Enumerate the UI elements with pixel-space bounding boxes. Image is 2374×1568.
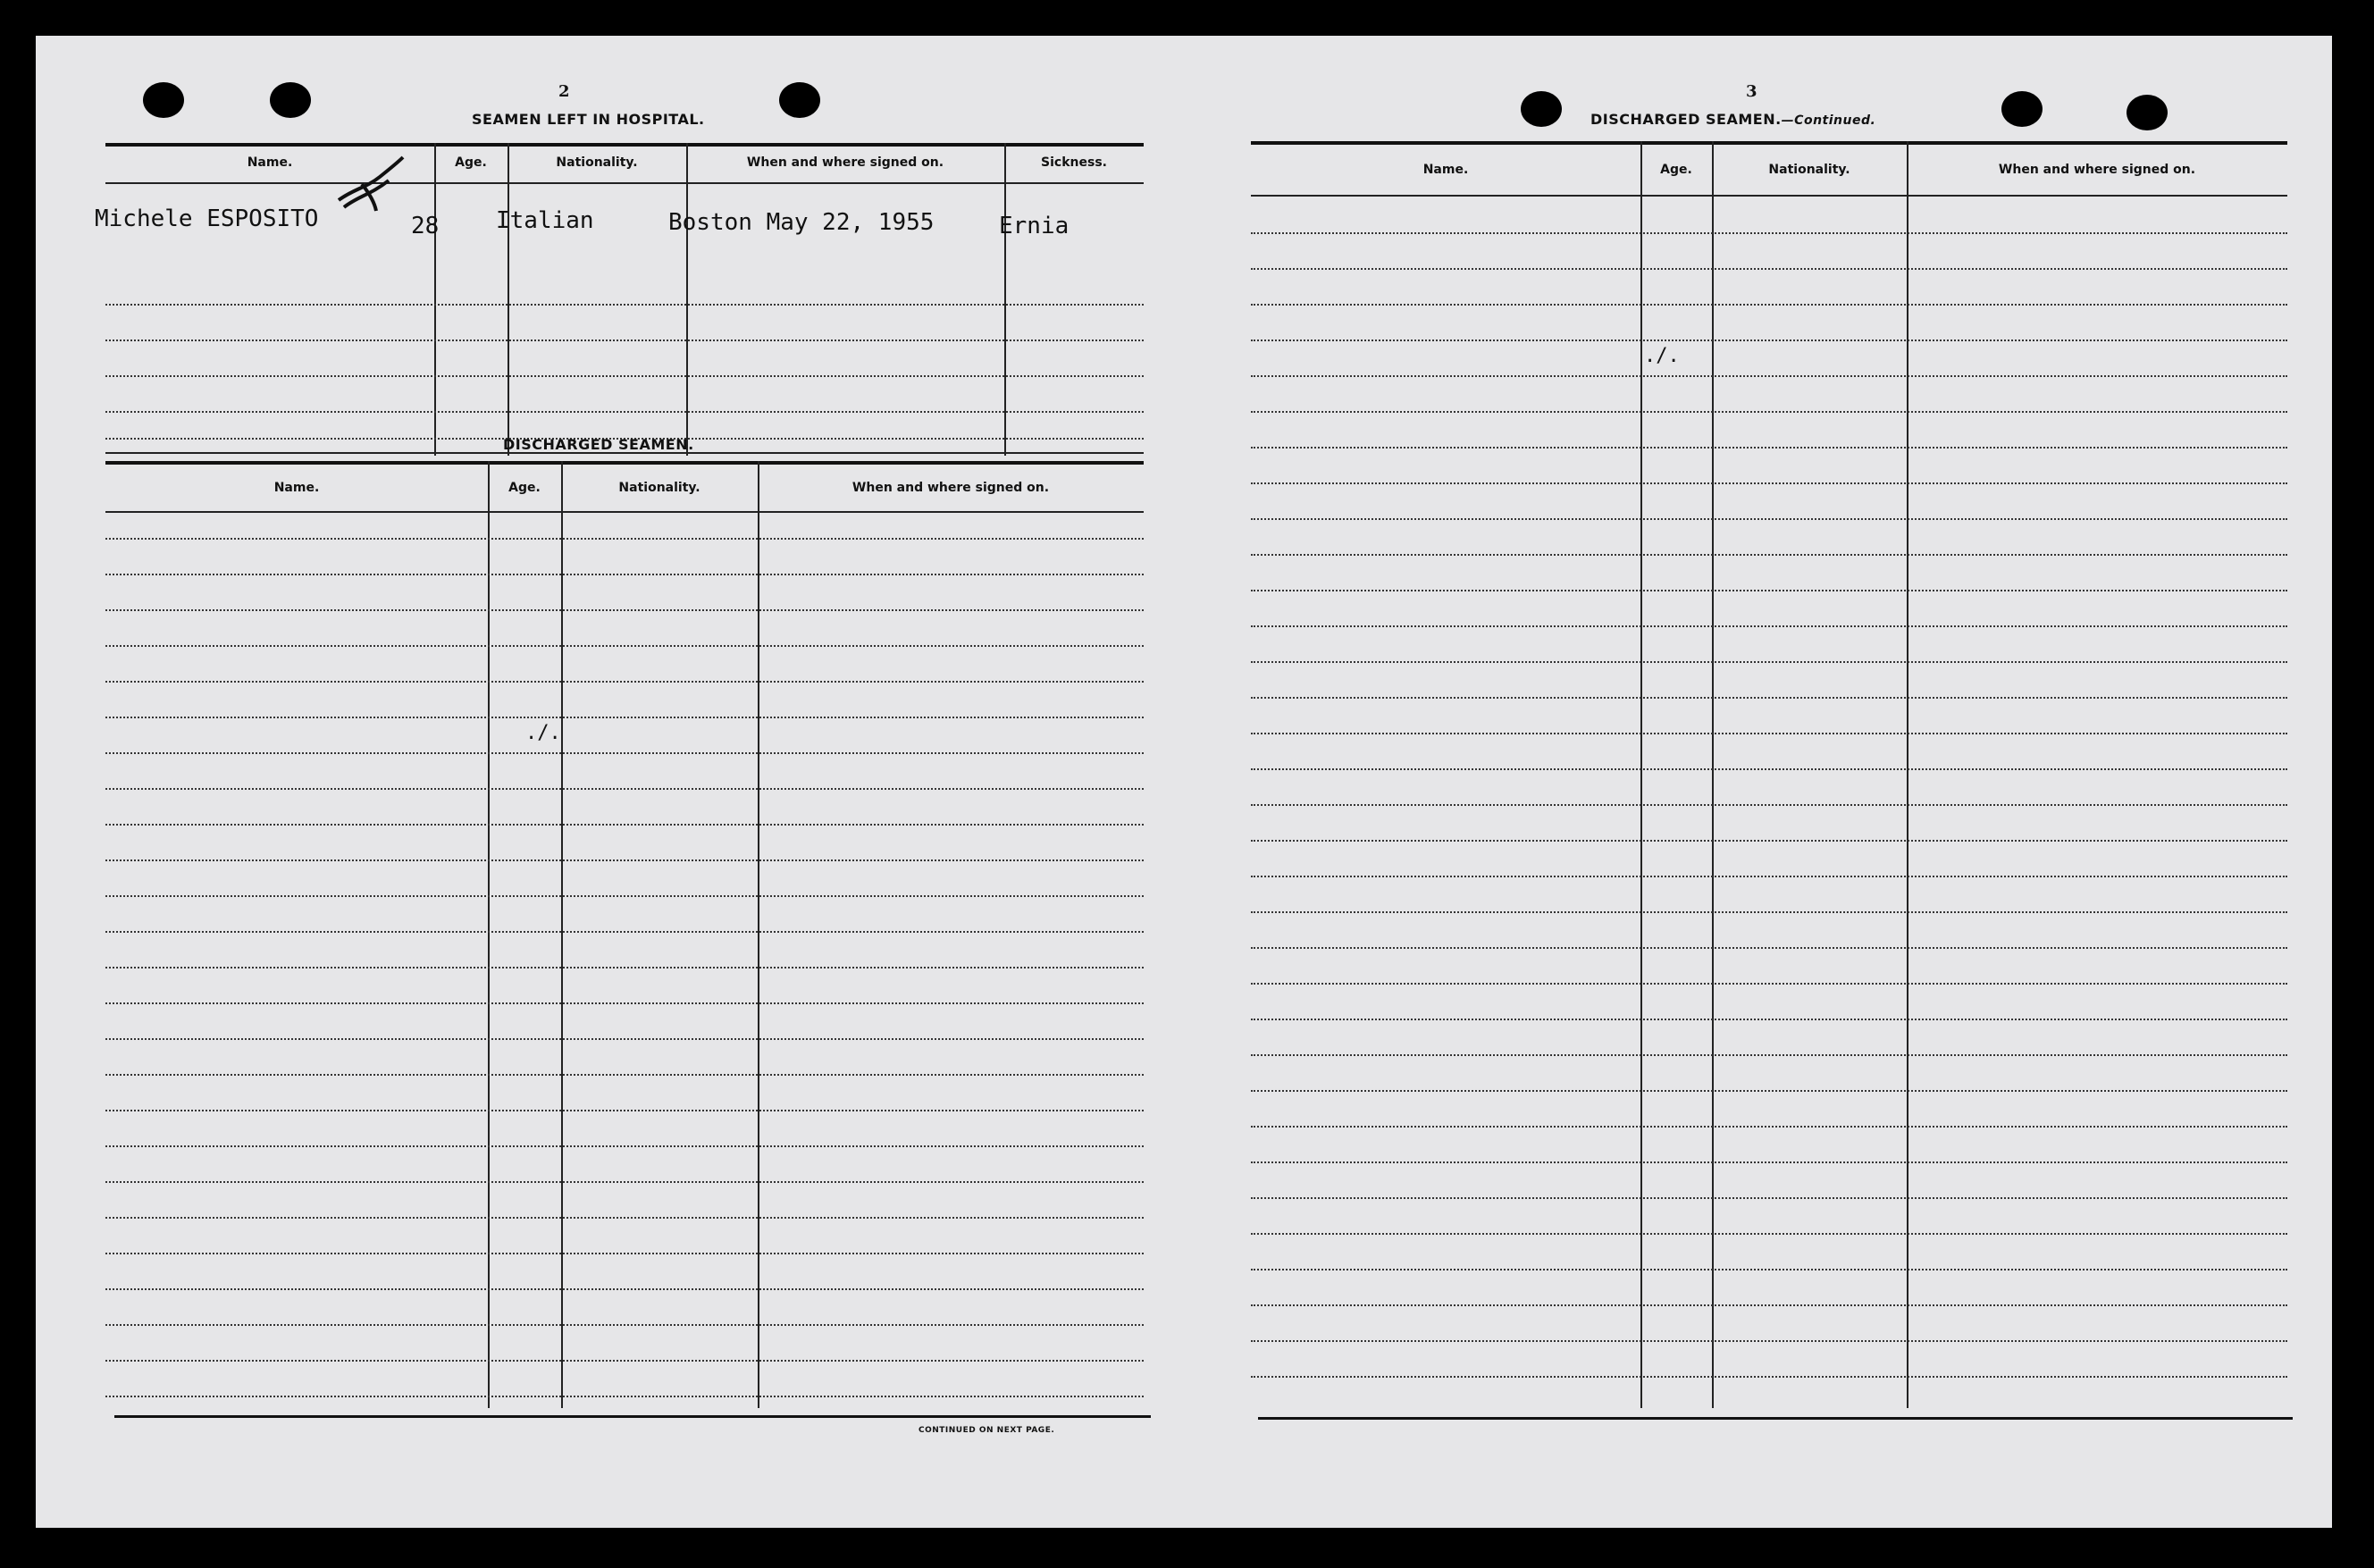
discharged-continued-table <box>1251 141 2287 1417</box>
discharged-section-title: DISCHARGED SEAMEN. <box>503 436 694 453</box>
punch-hole <box>779 82 820 118</box>
typed-mark: ./. <box>525 722 561 744</box>
entry-sickness: Ernia <box>999 213 1070 239</box>
continued-footer: CONTINUED ON NEXT PAGE. <box>919 1426 1055 1435</box>
page-number-left: 2 <box>558 82 570 101</box>
col-header-nationality: Nationality. <box>618 481 700 495</box>
document-sheet <box>36 36 2332 1528</box>
col-header-age: Age. <box>1660 163 1692 177</box>
col-header-name: Name. <box>1422 163 1469 177</box>
right-section-title <box>1590 111 1875 128</box>
col-header-signed-on: When and where signed on. <box>746 155 944 170</box>
punch-hole <box>143 82 184 118</box>
page-number-right: 3 <box>1746 82 1757 101</box>
right-section-title-suffix: —Continued. <box>1781 113 1876 128</box>
punch-hole <box>1521 91 1562 127</box>
col-header-age: Age. <box>455 155 487 170</box>
right-section-title-main: DISCHARGED SEAMEN. <box>1590 111 1782 128</box>
punch-hole <box>270 82 311 118</box>
col-header-nationality: Nationality. <box>1768 163 1850 177</box>
col-header-name: Name. <box>273 481 320 495</box>
bottom-rule <box>1258 1417 2293 1420</box>
col-header-signed-on: When and where signed on. <box>1998 163 2196 177</box>
col-header-nationality: Nationality. <box>556 155 638 170</box>
hospital-table <box>105 143 1144 456</box>
punch-hole <box>2127 95 2168 130</box>
entry-signed-on: Boston May 22, 1955 <box>668 209 935 236</box>
typed-mark: ./. <box>1644 345 1680 367</box>
col-header-sickness: Sickness. <box>1041 155 1107 170</box>
punch-hole <box>2001 91 2043 127</box>
hospital-section-title: SEAMEN LEFT IN HOSPITAL. <box>472 111 705 128</box>
col-header-signed-on: When and where signed on. <box>851 481 1050 495</box>
entry-age: 28 <box>411 213 440 239</box>
col-header-age: Age. <box>508 481 541 495</box>
handwritten-check-mark <box>335 154 407 216</box>
discharged-table <box>105 461 1144 1417</box>
entry-name: Michele ESPOSITO <box>95 205 319 232</box>
bottom-rule <box>114 1415 1151 1418</box>
entry-nationality: Italian <box>496 207 594 234</box>
col-header-name: Name. <box>247 155 293 170</box>
